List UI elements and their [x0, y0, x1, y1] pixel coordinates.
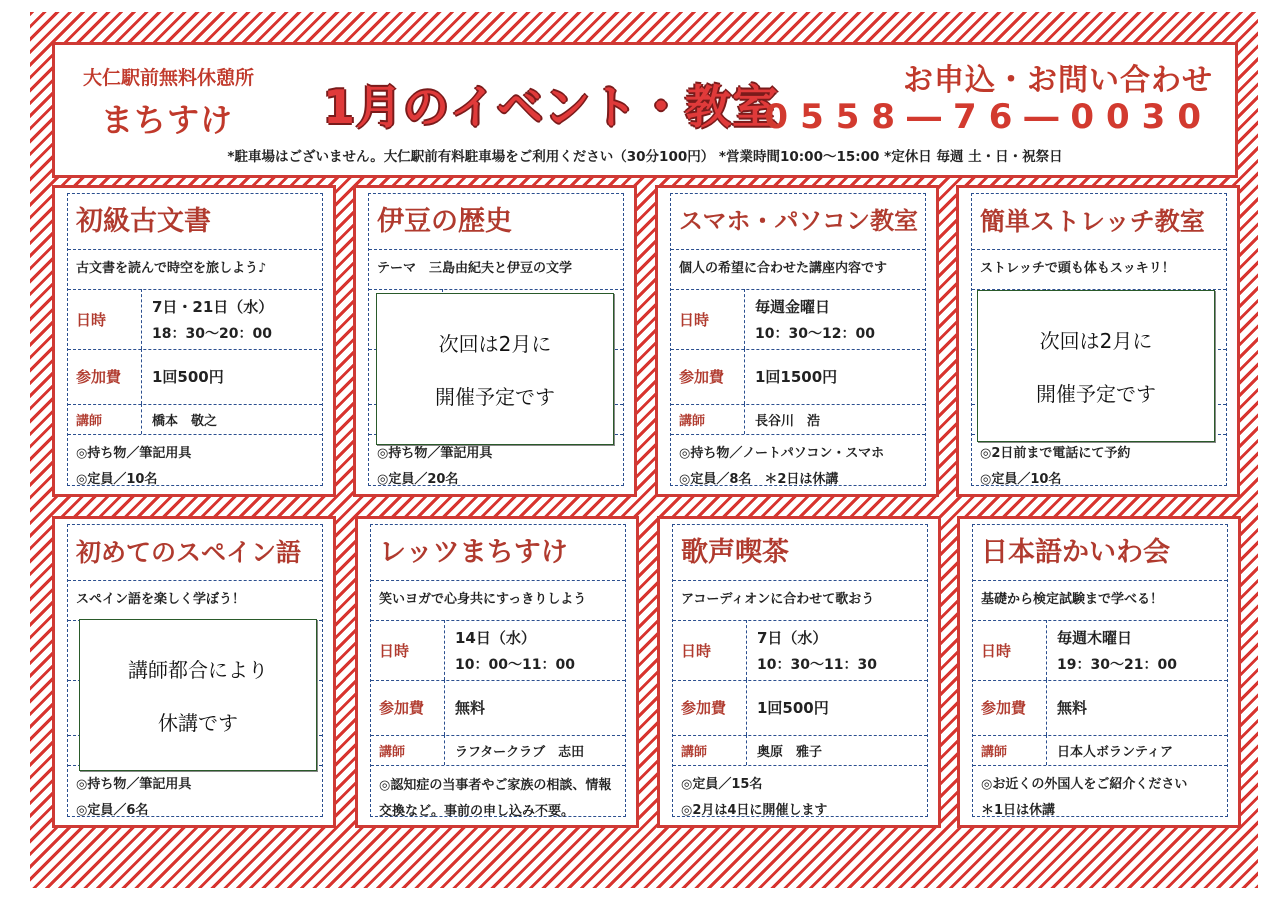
card-title: 伊豆の歴史: [369, 194, 623, 250]
notice-line1: 次回は2月に: [1039, 329, 1153, 353]
card-inner: [370, 524, 626, 817]
cancel-notice: [376, 293, 614, 445]
fee-value: 1回1500円: [755, 368, 838, 386]
cancel-notice: [79, 619, 317, 771]
org-brand: まちすけ: [101, 101, 234, 139]
fee-value: 無料: [455, 699, 486, 717]
instructor-value: 奥原 雅子: [757, 744, 823, 760]
card-tagline: ストレッチで頭も体もスッキリ！: [972, 249, 1226, 290]
fee-value: 1回500円: [152, 368, 224, 386]
card-inner: [67, 193, 323, 486]
instructor-row: [673, 735, 927, 766]
instructor-row: [973, 735, 1227, 766]
card-tagline: 古文書を読んで時空を旅しよう♪: [68, 249, 322, 290]
datetime-value: [757, 620, 923, 680]
flyer-header: [52, 42, 1238, 178]
instructor-label: 講師: [671, 404, 745, 434]
instructor-value: 日本人ボランティア: [1057, 744, 1173, 760]
fee-row: [671, 349, 925, 405]
card-smartphone-pc: [655, 185, 939, 497]
card-komonjo: [52, 185, 336, 497]
time-text: 10：00～11：00: [455, 656, 575, 673]
time-text: 18：30～20：00: [152, 325, 272, 342]
card-title: 歌声喫茶: [673, 525, 927, 581]
notice-line2: 休講です: [158, 711, 238, 735]
datetime-value: [1057, 620, 1223, 680]
card-japanese-conversation: [957, 516, 1241, 828]
fee-row: [973, 680, 1227, 736]
datetime-value: [152, 289, 318, 349]
card-tagline: テーマ 三島由紀夫と伊豆の文学: [369, 249, 623, 290]
page-title: 1月のイベント・教室: [323, 80, 780, 134]
note-items: ◎持ち物／ノートパソコン・スマホ: [679, 446, 885, 461]
instructor-value: ラフタークラブ 志田: [455, 744, 585, 760]
note-capacity: ◎定員／20名: [377, 472, 459, 487]
fee-label: 参加費: [371, 680, 445, 735]
date-text: 14日（水）: [455, 628, 536, 647]
datetime-row: [371, 620, 625, 681]
note-items: ◎持ち物／筆記用具: [76, 446, 192, 461]
card-title: 簡単ストレッチ教室: [972, 194, 1226, 250]
note-closed: ＊1日は休講: [981, 803, 1056, 818]
card-title: レッツまちすけ: [371, 525, 625, 581]
card-tagline: アコーディオンに合わせて歌おう: [673, 580, 927, 621]
notice-line1: 次回は2月に: [438, 332, 552, 356]
datetime-value: [455, 620, 621, 680]
notice-line2: 開催予定です: [435, 385, 555, 409]
instructor-value: 橋本 敬之: [152, 413, 218, 429]
fee-row: [68, 349, 322, 405]
instructor-label: 講師: [673, 735, 747, 765]
date-text: 7日（水）: [757, 628, 828, 647]
card-title: 初めてのスペイン語: [68, 525, 322, 581]
card-title: 日本語かいわ会: [973, 525, 1227, 581]
datetime-row: [68, 289, 322, 350]
card-singing-cafe: [657, 516, 941, 828]
notice-text: *駐車場はございません。大仁駅前有料駐車場をご利用ください（30分100円） *営業時間10:00～15:00 *定休日 毎週 土・日・祝祭日: [227, 149, 1063, 165]
datetime-label: 日時: [371, 620, 445, 680]
instructor-label: 講師: [68, 404, 142, 434]
note-items: ◎持ち物／筆記用具: [377, 446, 493, 461]
org-name: 大仁駅前無料休憩所: [83, 67, 255, 89]
datetime-row: [671, 289, 925, 350]
note-capacity: ◎定員／10名: [980, 472, 1062, 487]
fee-label: 参加費: [673, 680, 747, 735]
instructor-value: 長谷川 浩: [755, 413, 821, 429]
instructor-row: [371, 735, 625, 766]
note-reservation: ◎2日前まで電話にて予約: [980, 446, 1131, 461]
note-capacity: ◎定員／15名: [681, 777, 763, 792]
card-tagline: 笑いヨガで心身共にすっきりしよう: [371, 580, 625, 621]
datetime-label: 日時: [68, 289, 142, 349]
date-text: 毎週金曜日: [755, 297, 831, 316]
time-text: 10：30～11：30: [757, 656, 877, 673]
datetime-label: 日時: [673, 620, 747, 680]
card-spanish: [52, 516, 336, 828]
fee-label: 参加費: [671, 349, 745, 404]
notice-line2: 開催予定です: [1036, 382, 1156, 406]
note-capacity: ◎定員／10名: [76, 472, 158, 487]
note-capacity: ◎定員／6名: [76, 803, 149, 818]
card-inner: [670, 193, 926, 486]
note-capacity: ◎定員／8名 ＊2日は休講: [679, 472, 839, 487]
instructor-label: 講師: [973, 735, 1047, 765]
fee-value: 1回500円: [757, 699, 829, 717]
fee-value: 無料: [1057, 699, 1088, 717]
datetime-value: [755, 289, 921, 349]
card-title: 初級古文書: [68, 194, 322, 250]
instructor-row: [671, 404, 925, 435]
card-tagline: 個人の希望に合わせた講座内容です: [671, 249, 925, 290]
notice-line1: 講師都合により: [128, 658, 268, 682]
datetime-label: 日時: [671, 289, 745, 349]
fee-row: [371, 680, 625, 736]
note-info: ◎認知症の当事者やご家族の相談、情報交換など。事前の申し込み不要。: [379, 778, 612, 819]
card-izu-history: [353, 185, 637, 497]
fee-label: 参加費: [68, 349, 142, 404]
datetime-label: 日時: [973, 620, 1047, 680]
datetime-row: [673, 620, 927, 681]
card-inner: [972, 524, 1228, 817]
time-text: 19：30～21：00: [1057, 656, 1177, 673]
note-referral: ◎お近くの外国人をご紹介ください: [981, 777, 1188, 792]
cancel-notice: [977, 290, 1215, 442]
note-schedule: ◎2月は4日に開催します: [681, 803, 828, 818]
phone-number: 0558―76―0030: [764, 97, 1213, 137]
instructor-label: 講師: [371, 735, 445, 765]
contact-label: お申込・お問い合わせ: [903, 63, 1213, 98]
date-text: 毎週木曜日: [1057, 628, 1133, 647]
note-items: ◎持ち物／筆記用具: [76, 777, 192, 792]
card-lets-machisuke: [355, 516, 639, 828]
card-stretch: [956, 185, 1240, 497]
instructor-row: [68, 404, 322, 435]
fee-label: 参加費: [973, 680, 1047, 735]
time-text: 10：30～12：00: [755, 325, 875, 342]
card-title: スマホ・パソコン教室: [671, 194, 925, 250]
datetime-row: [973, 620, 1227, 681]
card-tagline: スペイン語を楽しく学ぼう！: [68, 580, 322, 621]
fee-row: [673, 680, 927, 736]
card-tagline: 基礎から検定試験まで学べる！: [973, 580, 1227, 621]
card-inner: [672, 524, 928, 817]
date-text: 7日・21日（水）: [152, 297, 274, 316]
